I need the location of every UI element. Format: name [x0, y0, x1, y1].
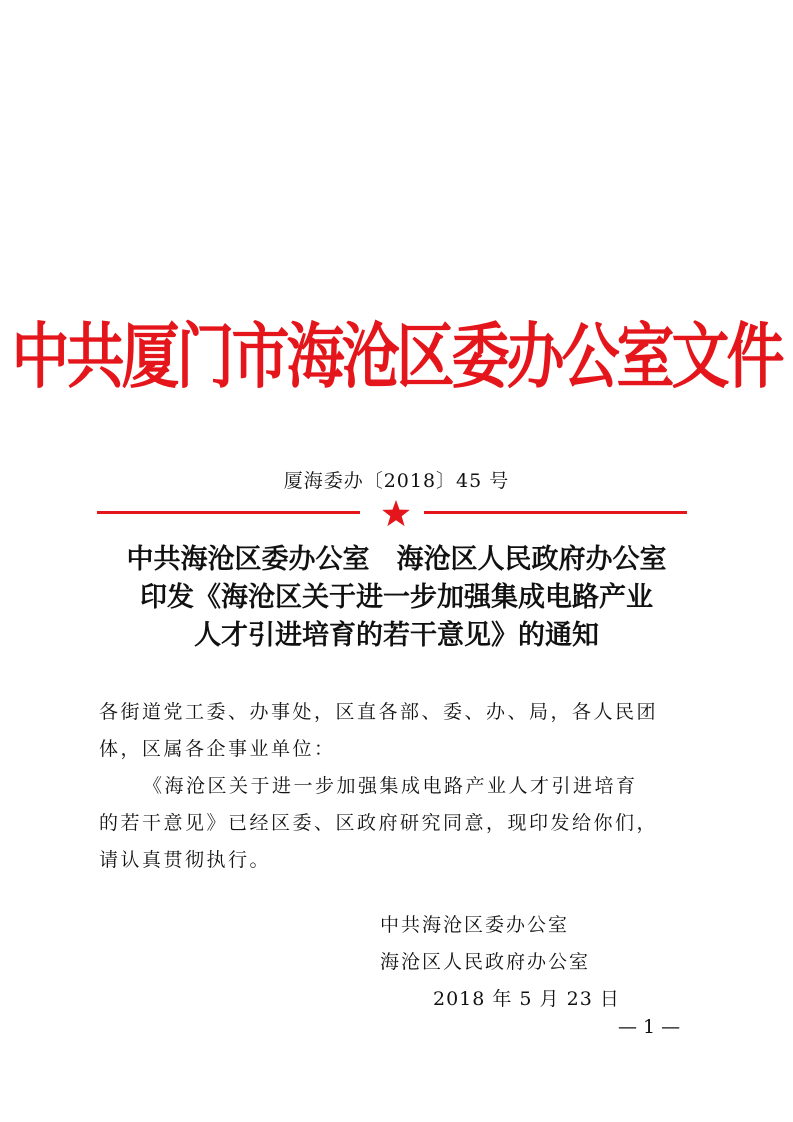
- title-line-3: 人才引进培育的若干意见》的通知: [194, 620, 599, 651]
- notice-body: [99, 694, 697, 879]
- masthead-title: 中共厦门市海沧区委办公室文件: [11, 315, 782, 399]
- body-line-3: 《海沧区关于进一步加强集成电路产业人才引进培育: [143, 775, 638, 797]
- star-icon: [381, 499, 411, 527]
- title-line-1: 中共海沧区委办公室 海沧区人民政府办公室: [126, 544, 667, 575]
- signature-block: [380, 907, 620, 1018]
- notice-title: [0, 541, 793, 655]
- red-divider: [0, 511, 793, 531]
- body-line-1: 各街道党工委、办事处，区直各部、委、办、局，各人民团: [99, 701, 659, 723]
- signature-org-1: 中共海沧区委办公室: [380, 914, 570, 936]
- title-line-2: 印发《海沧区关于进一步加强集成电路产业: [140, 582, 653, 613]
- body-line-4: 的若干意见》已经区委、区政府研究同意，现印发给你们，: [99, 812, 659, 834]
- signature-date: 2018 年 5 月 23 日: [433, 988, 620, 1010]
- body-line-5: 请认真贯彻执行。: [99, 849, 272, 871]
- signature-org-2: 海沧区人民政府办公室: [380, 951, 591, 973]
- page-number: — 1 —: [618, 1016, 681, 1038]
- body-line-2: 体，区属各企事业单位：: [99, 738, 336, 760]
- divider-line-right: [424, 511, 687, 514]
- document-number: 厦海委办〔2018〕45 号: [283, 470, 510, 492]
- divider-line-left: [97, 511, 360, 514]
